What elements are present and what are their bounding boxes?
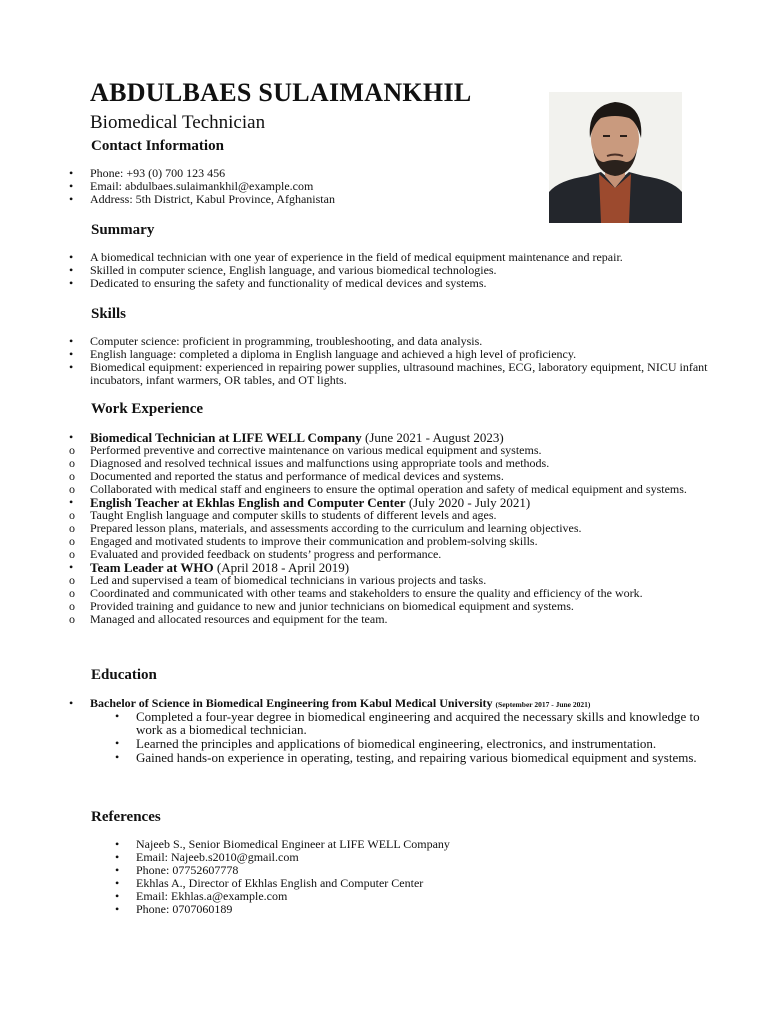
circle-bullet-icon: o xyxy=(69,573,75,587)
job-task: o Prepared lesson plans, materials, and assessments according to the curriculum and learning objectives. xyxy=(69,521,582,535)
job-task: o Documented and reported the status and performance of medical devices and systems. xyxy=(69,469,504,483)
contact-address: • Address: 5th District, Kabul Province, Afghanistan xyxy=(69,192,335,206)
bullet-icon: • xyxy=(115,863,120,877)
summary-list xyxy=(69,250,710,290)
references-heading: References xyxy=(91,809,161,825)
list-item: • Ekhlas A., Director of Ekhlas English and Computer Center xyxy=(115,876,424,890)
bullet-icon: • xyxy=(69,430,74,444)
circle-bullet-icon: o xyxy=(69,469,75,483)
bullet-icon: • xyxy=(69,347,74,361)
job-task: o Performed preventive and corrective maintenance on various medical equipment and systems. xyxy=(69,443,542,457)
list-item: • Phone: 07752607778 xyxy=(115,863,239,877)
list-item: • Computer science: proficient in programming, troubleshooting, and data analysis. xyxy=(69,334,483,348)
bullet-icon: • xyxy=(69,334,74,348)
bullet-icon: • xyxy=(69,179,74,193)
job-header: • Team Leader at WHO (April 2018 - April 2019) xyxy=(69,560,350,575)
work-list xyxy=(69,430,710,626)
circle-bullet-icon: o xyxy=(69,586,75,600)
circle-bullet-icon: o xyxy=(69,547,75,561)
circle-bullet-icon: o xyxy=(69,456,75,470)
bullet-icon: • xyxy=(69,250,74,264)
job-task: o Coordinated and communicated with other teams and stakeholders to ensure the quality and efficiency of the work. xyxy=(69,586,643,600)
list-item: • A biomedical technician with one year of experience in the field of medical equipment maintenance and repair. xyxy=(69,250,623,264)
circle-bullet-icon: o xyxy=(69,521,75,535)
bullet-icon: • xyxy=(69,192,74,206)
bullet-icon: • xyxy=(69,696,74,710)
circle-bullet-icon: o xyxy=(69,612,75,626)
bullet-icon: • xyxy=(69,263,74,277)
summary-heading: Summary xyxy=(91,222,155,238)
list-item: • English language: completed a diploma in English language and achieved a high level of proficiency. xyxy=(69,347,577,361)
job-task: o Diagnosed and resolved technical issues and malfunctions using appropriate tools and methods. xyxy=(69,456,550,470)
bullet-icon: • xyxy=(115,837,120,851)
list-item: • Completed a four-year degree in biomedical engineering and acquired the necessary skills and knowledge to work as a biomedical technician. xyxy=(115,709,700,737)
job-header: • English Teacher at Ekhlas English and Computer Center (July 2020 - July 2021) xyxy=(69,495,531,510)
bullet-icon: • xyxy=(115,736,120,750)
list-item: • Learned the principles and applications of biomedical engineering, electronics, and instrumentation. xyxy=(115,736,657,751)
contact-email: • Email: abdulbaes.sulaimankhil@example.com xyxy=(69,179,314,193)
list-item: • Dedicated to ensuring the safety and functionality of medical devices and systems. xyxy=(69,276,487,290)
skills-heading: Skills xyxy=(91,306,127,322)
bullet-icon: • xyxy=(69,495,74,509)
contact-list xyxy=(69,166,710,206)
bullet-icon: • xyxy=(115,709,120,723)
circle-bullet-icon: o xyxy=(69,599,75,613)
contact-heading: Contact Information xyxy=(91,138,224,154)
bullet-icon: • xyxy=(115,850,120,864)
skills-list xyxy=(69,334,710,387)
bullet-icon: • xyxy=(115,889,120,903)
bullet-icon: • xyxy=(69,166,74,180)
references-list xyxy=(115,837,711,916)
job-task: o Taught English language and computer skills to students of different levels and ages. xyxy=(69,508,497,522)
list-item: • Phone: 0707060189 xyxy=(115,902,233,916)
bullet-icon: • xyxy=(115,750,120,764)
job-task: o Engaged and motivated students to improve their communication and problem-solving skills. xyxy=(69,534,538,548)
circle-bullet-icon: o xyxy=(69,482,75,496)
list-item: • Najeeb S., Senior Biomedical Engineer at LIFE WELL Company xyxy=(115,837,450,851)
job-task: o Evaluated and provided feedback on students’ progress and performance. xyxy=(69,547,442,561)
circle-bullet-icon: o xyxy=(69,443,75,457)
bullet-icon: • xyxy=(69,276,74,290)
bullet-icon: • xyxy=(69,360,74,374)
job-task: o Provided training and guidance to new and junior technicians on biomedical equipment and systems. xyxy=(69,599,574,613)
bullet-icon: • xyxy=(115,876,120,890)
list-item: • Email: Najeeb.s2010@gmail.com xyxy=(115,850,299,864)
list-item: • Gained hands-on experience in operating, testing, and repairing various biomedical equipment and systems. xyxy=(115,750,697,765)
circle-bullet-icon: o xyxy=(69,534,75,548)
circle-bullet-icon: o xyxy=(69,508,75,522)
list-item: • Email: Ekhlas.a@example.com xyxy=(115,889,288,903)
contact-phone: • Phone: +93 (0) 700 123 456 xyxy=(69,166,226,180)
candidate-name: ABDULBAES SULAIMANKHIL xyxy=(90,78,472,107)
degree-item: • Bachelor of Science in Biomedical Engineering from Kabul Medical University (September 2017 - June 2021) xyxy=(69,696,591,710)
job-header: • Biomedical Technician at LIFE WELL Company (June 2021 - August 2023) xyxy=(69,430,504,445)
job-task: o Collaborated with medical staff and engineers to ensure the optimal operation and safety of medical equipment and systems. xyxy=(69,482,687,496)
education-heading: Education xyxy=(91,667,157,683)
work-heading: Work Experience xyxy=(91,401,204,417)
job-task: o Managed and allocated resources and equipment for the team. xyxy=(69,612,388,626)
education-details xyxy=(115,709,711,765)
list-item: • Biomedical equipment: experienced in repairing power supplies, ultrasound machines, ECG, laboratory equipment, NICU infant incubators, infant warmers, OR tables, and OT lights. xyxy=(69,360,708,387)
job-task: o Led and supervised a team of biomedical technicians in various projects and tasks. xyxy=(69,573,487,587)
bullet-icon: • xyxy=(69,560,74,574)
list-item: • Skilled in computer science, English language, and various biomedical technologies. xyxy=(69,263,497,277)
job-title: Biomedical Technician xyxy=(90,112,266,133)
bullet-icon: • xyxy=(115,902,120,916)
